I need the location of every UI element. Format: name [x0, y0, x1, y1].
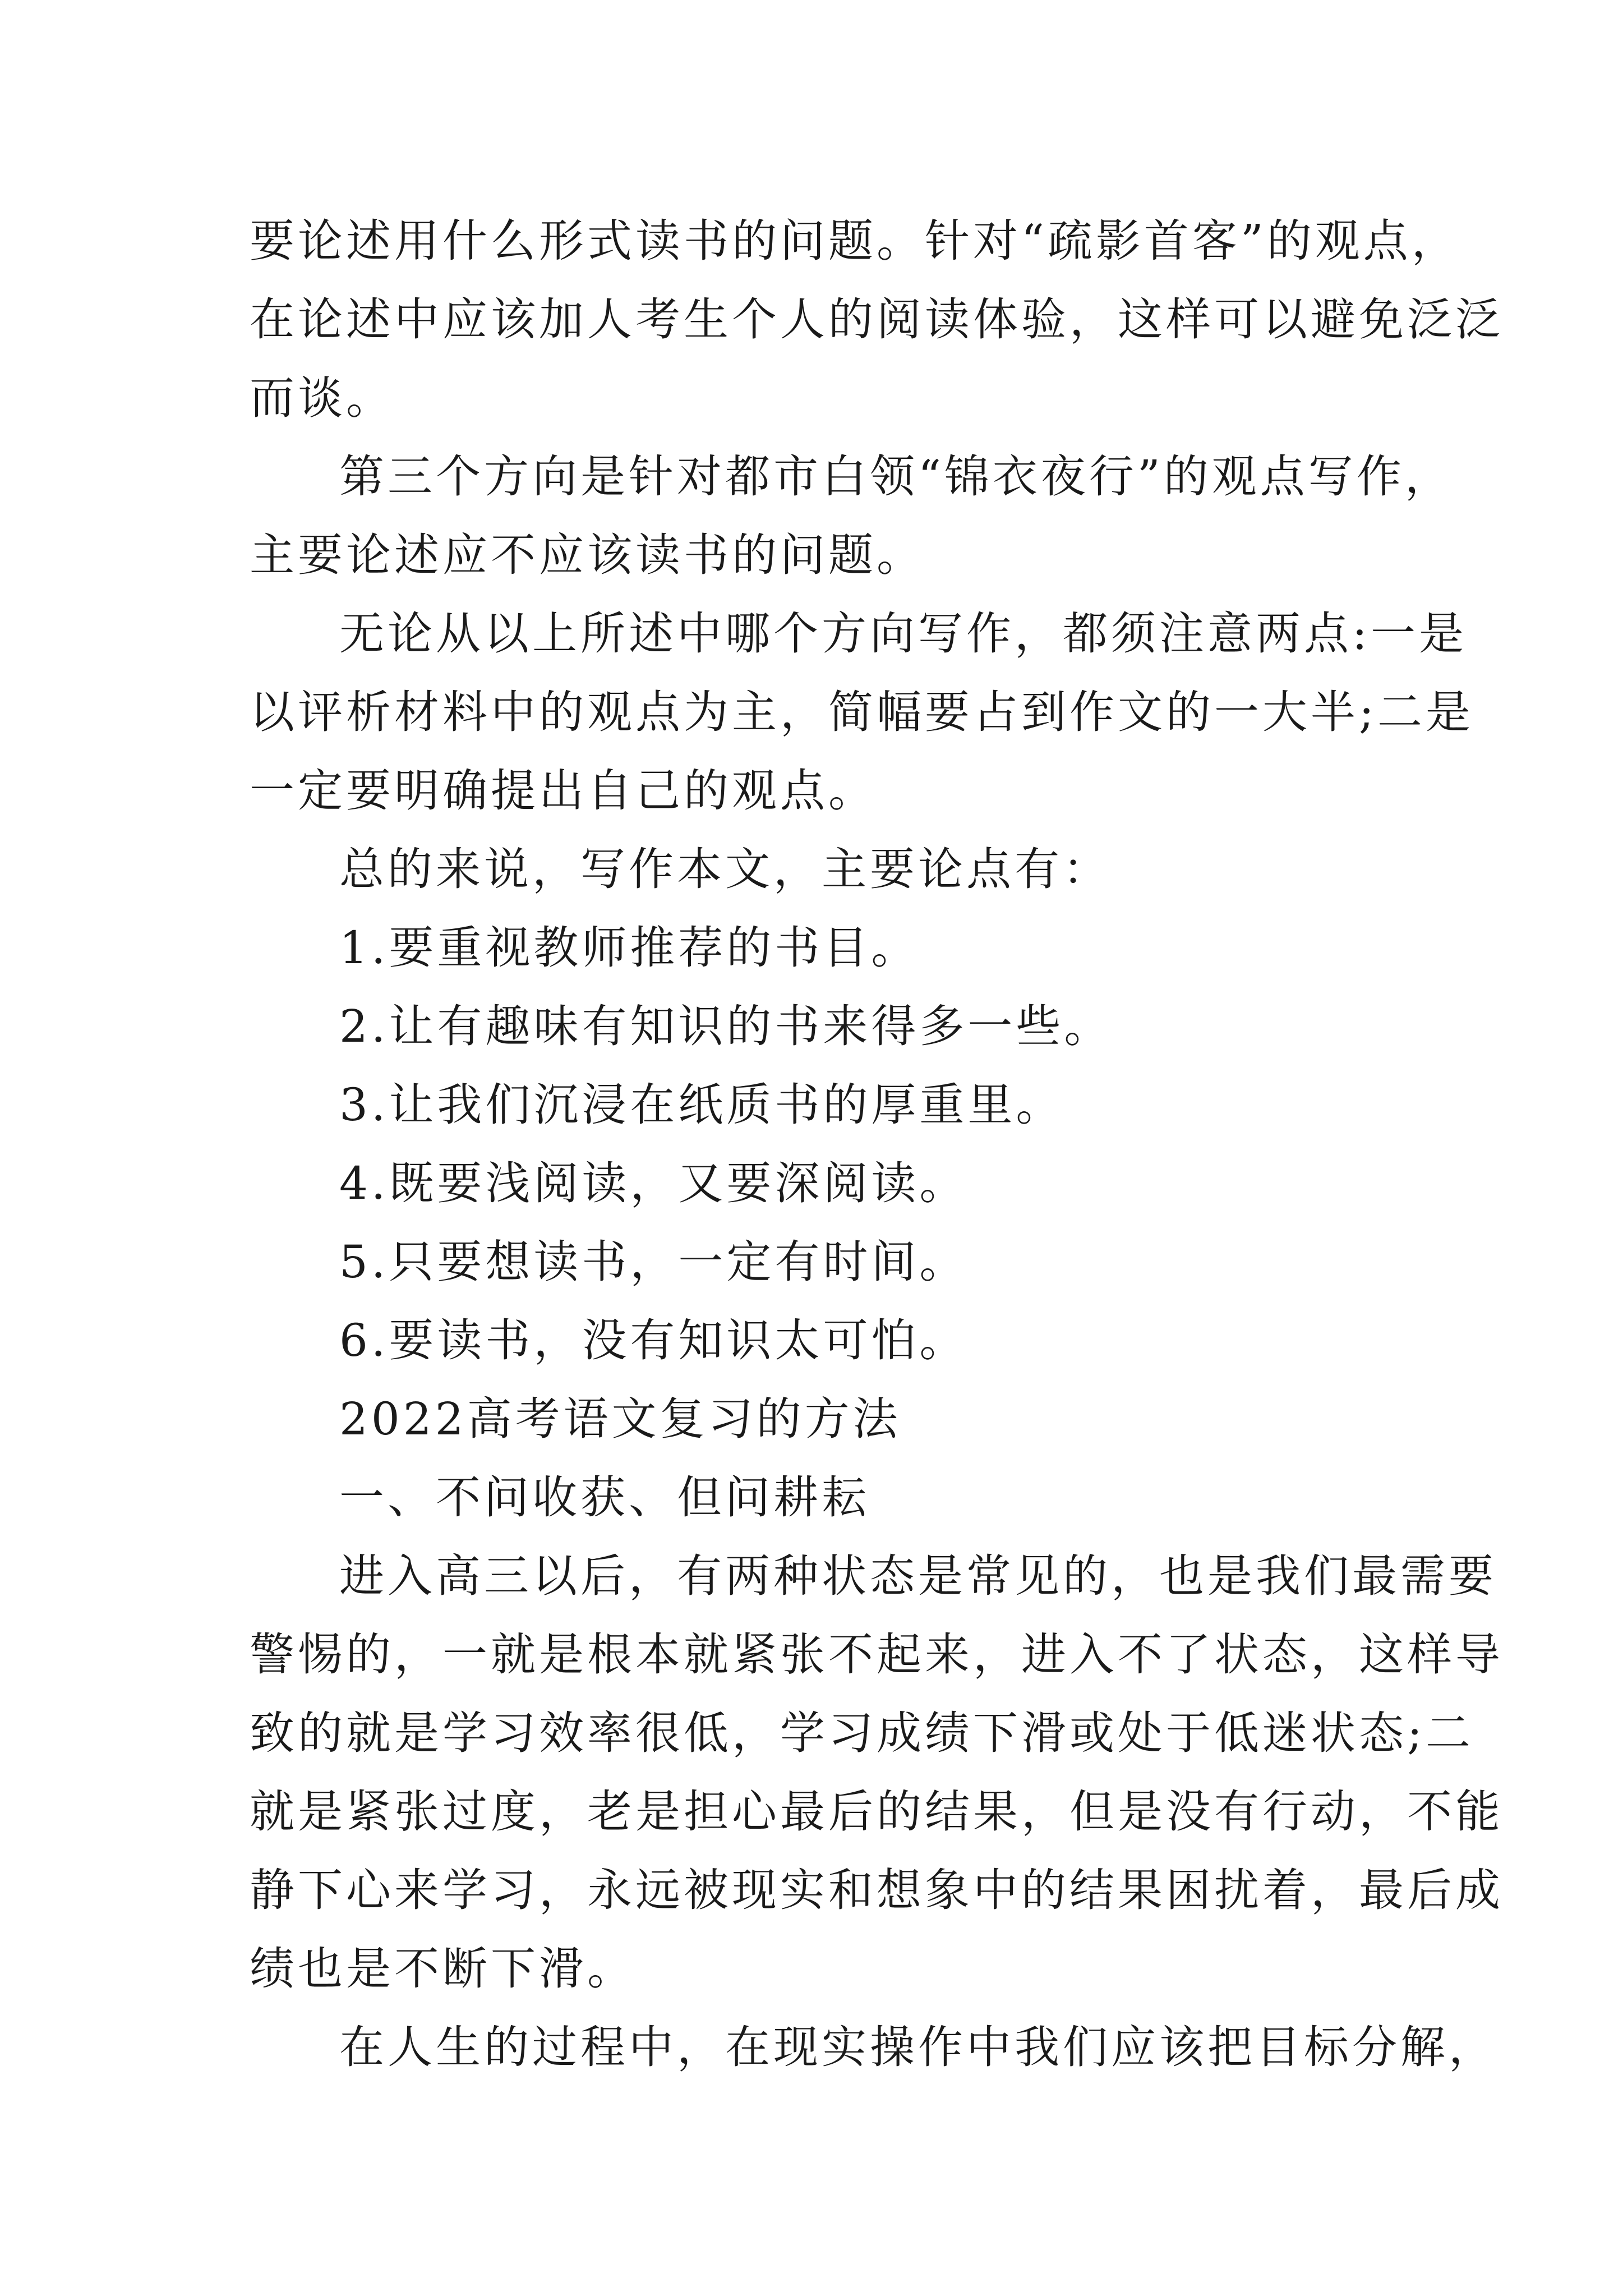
text-line: 静下心来学习，永远被现实和想象中的结果困扰着，最后成 — [250, 1864, 1504, 1916]
list-item: 3.让我们沉浸在纸质书的厚重里。 — [339, 1079, 1064, 1131]
paragraph-first-line: 第三个方向是针对都市白领“锦衣夜行”的观点写作， — [339, 450, 1453, 503]
paragraph-first-line: 在人生的过程中，在现实操作中我们应该把目标分解， — [339, 2021, 1497, 2073]
text-line: 以评析材料中的观点为主，简幅要占到作文的一大半;二是 — [250, 686, 1474, 738]
text-line: 致的就是学习效率很低，学习成绩下滑或处于低迷状态;二 — [250, 1707, 1474, 1759]
section-heading: 2022高考语文复习的方法 — [339, 1393, 901, 1445]
list-item: 6.要读书，没有知识太可怕。 — [339, 1314, 968, 1366]
text-line: 一定要明确提出自己的观点。 — [250, 765, 877, 817]
text-line: 要论述用什么形式读书的问题。针对“疏影首客”的观点， — [250, 215, 1460, 267]
text-line: 绩也是不断下滑。 — [250, 1943, 635, 1995]
list-item: 4.既要浅阅读，又要深阅读。 — [339, 1157, 968, 1209]
text-line: 在论述中应该加人考生个人的阅读体验，这样可以避免泛泛 — [250, 293, 1504, 346]
text-line: 而谈。 — [250, 372, 394, 424]
text-line: 就是紧张过度，老是担心最后的结果，但是没有行动，不能 — [250, 1786, 1504, 1838]
list-item: 5.只要想读书，一定有时间。 — [339, 1236, 968, 1288]
paragraph-first-line: 无论从以上所述中哪个方向写作，都须注意两点:一是 — [339, 608, 1467, 660]
paragraph-first-line: 进入高三以后，有两种状态是常见的，也是我们最需要 — [339, 1550, 1497, 1602]
list-item: 2.让有趣味有知识的书来得多一些。 — [339, 1000, 1113, 1052]
paragraph-first-line: 总的来说，写作本文，主要论点有： — [339, 843, 1111, 895]
text-line: 警惕的，一就是根本就紧张不起来，进入不了状态，这样导 — [250, 1628, 1504, 1681]
list-item: 1.要重视教师推荐的书目。 — [339, 922, 920, 974]
subsection-heading: 一、不问收获、但问耕耘 — [339, 1471, 870, 1524]
text-line: 主要论述应不应该读书的问题。 — [250, 529, 925, 581]
